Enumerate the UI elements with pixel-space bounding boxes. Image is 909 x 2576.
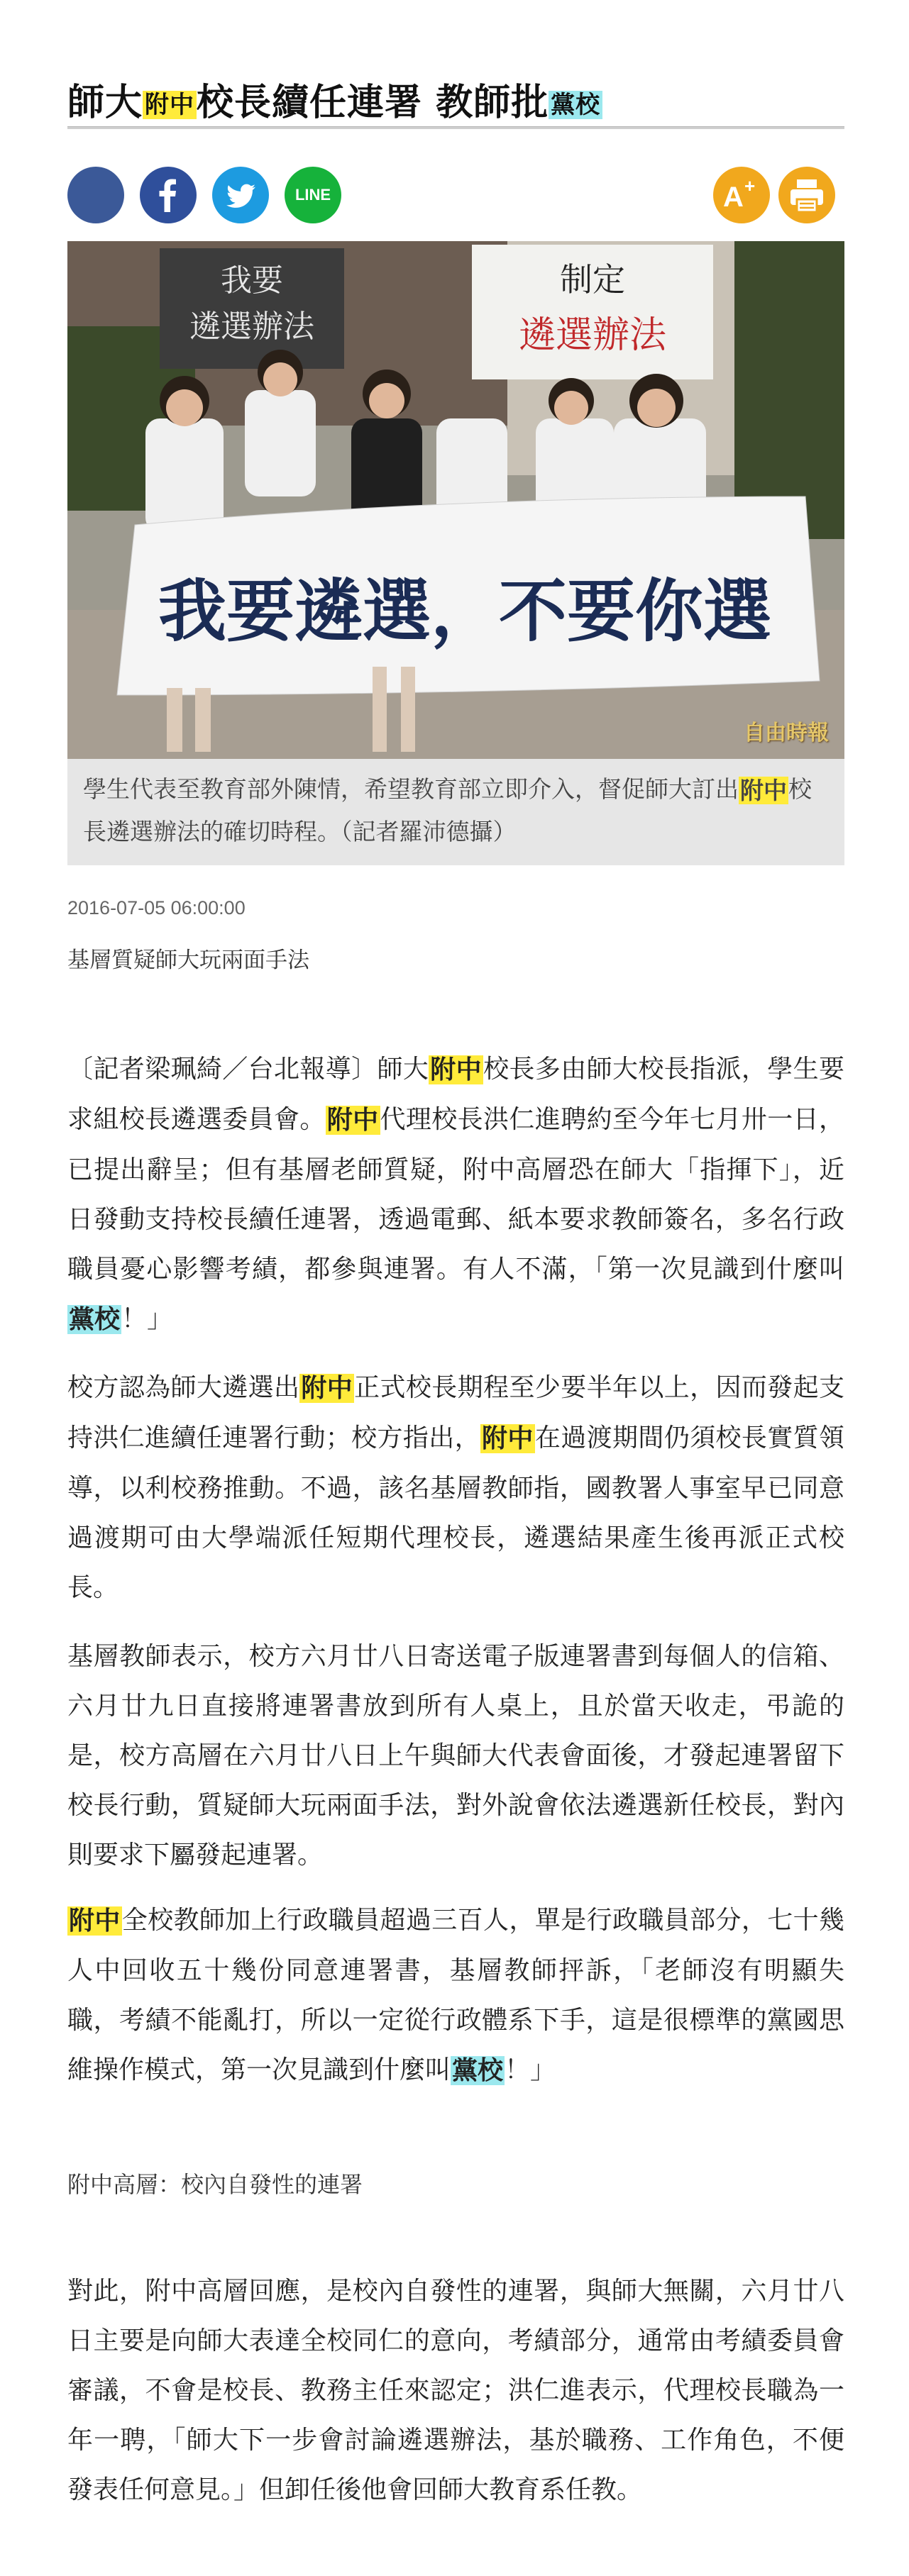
- article-photo: [67, 241, 844, 759]
- protest-photo-illustration: [67, 241, 844, 759]
- article-paragraph-1: [67, 1045, 844, 1345]
- facebook-icon: [67, 167, 124, 223]
- paragraph-text-run: 校長多由師大校長指派，學生要求組校長遴選委員會。: [67, 1055, 844, 1134]
- paragraph-text-run: 全校教師加上行政職員超過三百人，單是行政職員部分，七十幾人中回收五十幾份同意連署書，基層教師抨訴，「老師沒有明顯失職，考績不能亂打，所以一定從行政體系下手，這是很標準的黨國思維操作模式，第一次見識到什麼叫: [67, 1906, 844, 2084]
- photo-caption: [67, 759, 844, 865]
- article-subtitle: 基層質疑師大玩兩面手法: [67, 948, 309, 973]
- sign-right-line2: 遴選辦法: [518, 314, 667, 357]
- paragraph-text-run: 對此，附中高層回應，是校內自發性的連署，與師大無關，六月廿八日主要是向師大表達全校同仁的意向，考績部分，通常由考績委員會審議，不會是校長、教務主任來認定；洪仁進表示，代理校長職為一年一聘，「師大下一步會討論遴選辦法，基於職務、工作角色，不便發表任何意見。」但卸任後他會回師大教育系任教。: [67, 2277, 844, 2504]
- font-size-button[interactable]: [713, 167, 770, 223]
- sign-left-line1: 我要: [221, 262, 283, 299]
- paragraph-text-run: 正式校長期程至少要半年以上，因而發起支持洪仁進續任連署行動；校方指出，: [67, 1373, 844, 1453]
- print-button[interactable]: [778, 167, 835, 223]
- line-share-button[interactable]: [285, 167, 341, 223]
- highlight-fuzhong: 附中: [326, 1106, 379, 1135]
- highlight-dangxiao: 黨校: [69, 1305, 121, 1334]
- paragraph-text-run: 基層教師表示，校方六月廿八日寄送電子版連署書到每個人的信箱、六月廿九日直接將連署書放到所有人桌上，且於當天收走，弔詭的是，校方高層在六月廿八日上午與師大代表會面後，才發起連署留下校長行動，質疑師大玩兩面手法，對外說會依法遴選新任校長，對內則要求下屬發起連署。: [67, 1642, 844, 1870]
- twitter-bird-icon: [212, 167, 269, 223]
- headline-highlight-2: 黨校: [549, 91, 602, 119]
- sign-left-line2: 遴選辦法: [189, 309, 314, 345]
- article-paragraph-2: [67, 1363, 844, 1613]
- svg-text:+: +: [744, 175, 756, 196]
- highlight-fuzhong: 附中: [301, 1374, 353, 1403]
- paragraph-text-run: 校方認為師大遴選出: [67, 1373, 300, 1402]
- headline-text-2: 校長續任連署 教師批: [197, 81, 549, 124]
- article-paragraph-4: [67, 1896, 844, 2096]
- article-subheading: 附中高層：校內自發性的連署: [67, 2171, 363, 2198]
- article-paragraph-3: [67, 1632, 844, 1880]
- share-facebook-button[interactable]: [67, 167, 124, 223]
- caption-text-a: 學生代表至教育部外陳情，希望教育部立即介入，督促師大訂出: [83, 775, 739, 803]
- svg-text:A: A: [723, 182, 744, 213]
- headline-text-1: 師大: [67, 81, 143, 124]
- article-headline: [67, 74, 602, 131]
- article-paragraph-5: [67, 2267, 844, 2515]
- highlight-fuzhong: 附中: [482, 1424, 534, 1453]
- sign-right-line1: 制定: [560, 260, 625, 299]
- highlight-dangxiao: 黨校: [452, 2056, 504, 2085]
- line-label: LINE: [294, 186, 331, 204]
- caption-highlight: 附中: [740, 776, 787, 804]
- paragraph-text-run: ！」: [505, 2055, 556, 2084]
- facebook-share-button[interactable]: [140, 167, 197, 223]
- paragraph-text-run: 代理校長洪仁進聘約至今年七月卅一日，已提出辭呈；但有基層老師質疑，附中高層恐在師大「指揮下」，近日發動支持校長續任連署，透過電郵、紙本要求教師簽名，多名行政職員憂心影響考績，都參與連署。有人不滿，「第一次見識到什麼叫: [67, 1105, 844, 1284]
- facebook-f-icon: [140, 167, 197, 223]
- headline-highlight-1: 附中: [143, 91, 197, 119]
- twitter-share-button[interactable]: [212, 167, 269, 223]
- caption-text-b: 校長遴選辦法的確切時程。（記者羅沛德攝）: [83, 775, 812, 845]
- photo-watermark: 自由時報: [744, 721, 829, 745]
- print-icon: [778, 167, 835, 223]
- headline-divider: [67, 126, 844, 129]
- publish-date: 2016-07-05 06:00:00: [67, 897, 246, 918]
- paragraph-text-run: ！」: [121, 1304, 173, 1333]
- font-size-icon: [713, 167, 770, 223]
- banner-text: 我要遴選，不要你選: [158, 571, 771, 651]
- paragraph-text-run: 〔記者梁珮綺／台北報導〕師大: [67, 1055, 429, 1084]
- highlight-fuzhong: 附中: [430, 1055, 483, 1084]
- highlight-fuzhong: 附中: [69, 1906, 121, 1936]
- paragraph-text-run: 在過渡期間仍須校長實質領導，以利校務推動。不過，該名基層教師指，國教署人事室早已同意過渡期可由大學端派任短期代理校長，遴選結果產生後再派正式校長。: [67, 1423, 844, 1602]
